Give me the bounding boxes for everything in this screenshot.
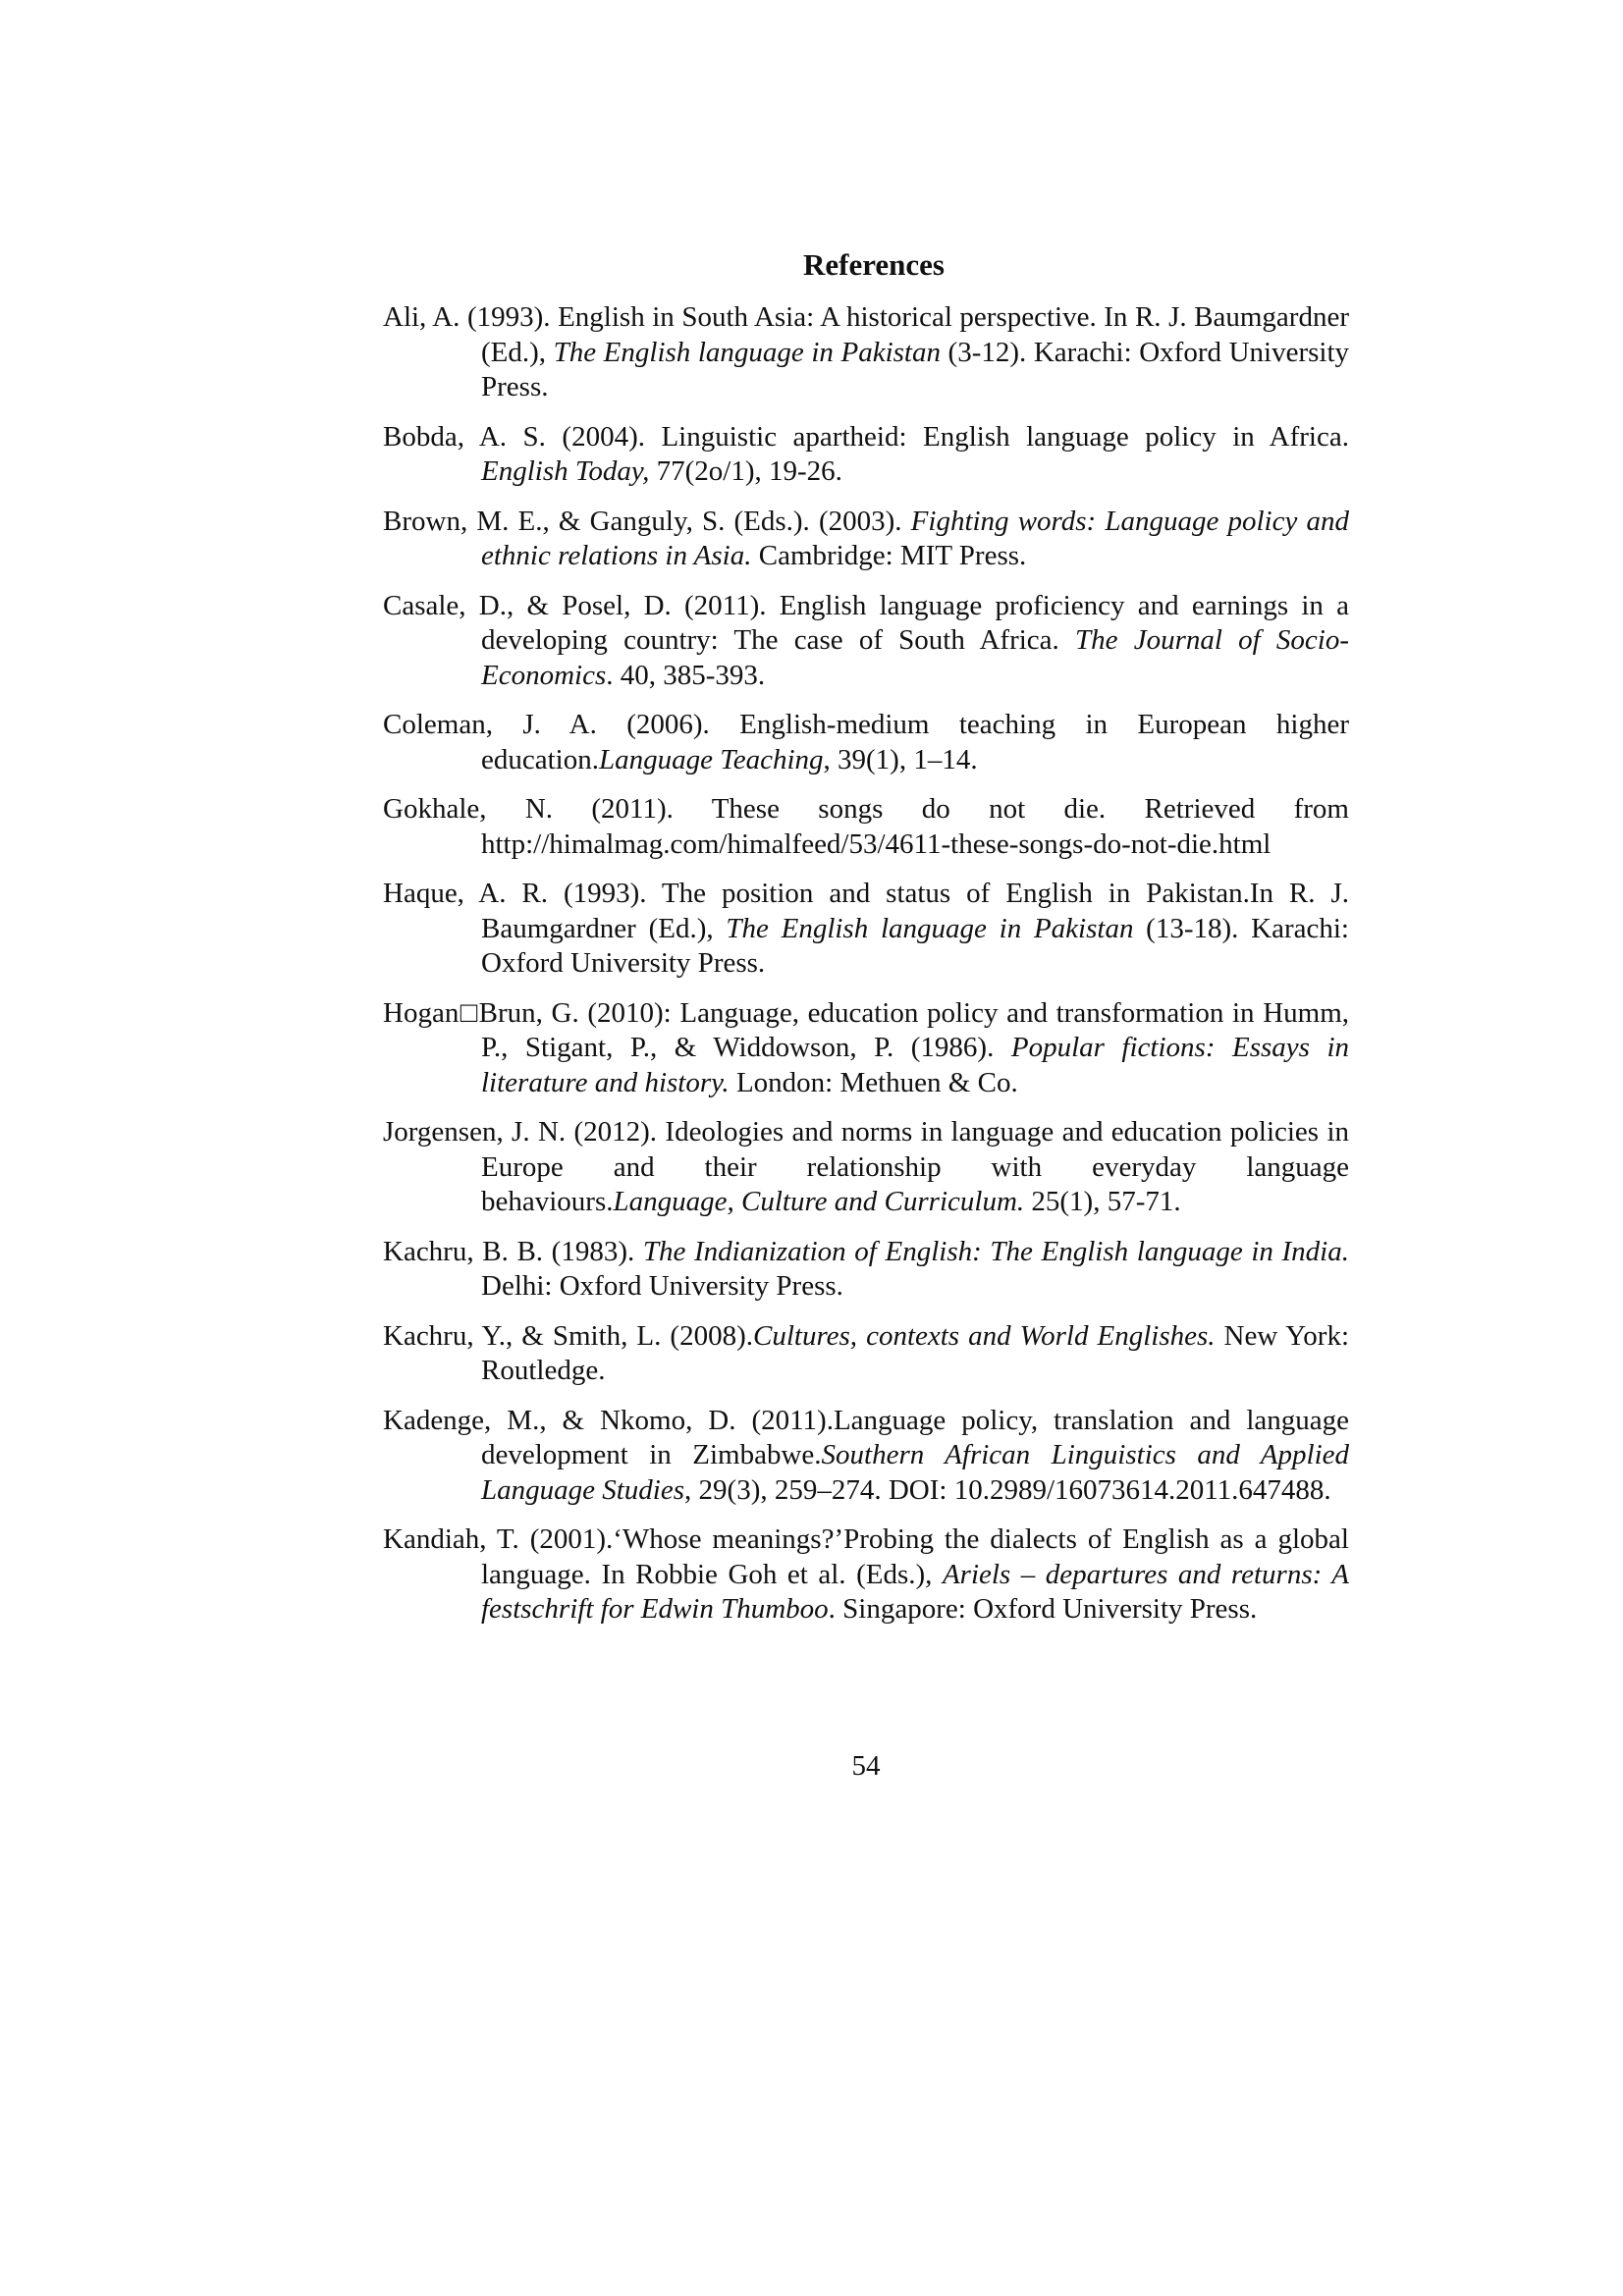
reference-text: , 29(3), 259–274. DOI: 10.2989/16073614.2011.647488. (684, 1473, 1331, 1506)
reference-text: Casale, D., & Posel, D. (2011). English language proficiency and earnings in a developing country: The case of South Africa. (383, 589, 1349, 656)
reference-title: Southern African Linguistics and Applied Language Studies (481, 1439, 1350, 1506)
reference-entry (383, 1404, 1349, 1509)
reference-text: Cambridge: MIT Press. (751, 540, 1027, 571)
reference-text: Haque, A. R. (1993). The position and status of English in Pakistan.In R. J. Baumgardner (Ed.), (383, 878, 1349, 944)
references-heading: References (802, 247, 945, 282)
reference-entry (383, 708, 1349, 777)
reference-text: Kachru, Y., & Smith, L. (2008). (383, 1319, 753, 1352)
reference-title: Ariels – departures and returns: A festschrift for Edwin Thumboo (481, 1558, 1349, 1625)
reference-text: . Singapore: Oxford University Press. (828, 1593, 1258, 1625)
reference-text: Coleman, J. A. (2006). English-medium teaching in European higher education. (383, 709, 1349, 775)
reference-text: . 40, 385-393. (606, 659, 766, 691)
reference-text: New York: Routledge. (481, 1319, 1350, 1386)
reference-title: English Today, (481, 455, 650, 487)
reference-text: Gokhale, N. (2011). These songs do not die. Retrieved from http://himalmag.com/himalfeed/53/4611-these-songs-do-not-die.html (383, 793, 1349, 860)
reference-text: Kandiah, T. (2001).‘Whose meanings?’Probing the dialects of English as a global language. In Robbie Goh et al. (Eds.), (383, 1523, 1349, 1590)
reference-list (383, 300, 1349, 1642)
reference-title: Cultures, contexts and World Englishes. (752, 1319, 1216, 1352)
reference-title: The English language in Pakistan (553, 336, 941, 368)
reference-entry (383, 1115, 1349, 1220)
reference-entry (383, 792, 1349, 862)
reference-text: Brown, M. E., & Ganguly, S. (Eds.). (2003). (383, 505, 911, 537)
reference-title: Language, Culture and Curriculum. (613, 1186, 1025, 1217)
page-number: 54 (851, 1750, 881, 1782)
reference-entry (383, 589, 1349, 694)
reference-text: Kadenge, M., & Nkomo, D. (2011).Language policy, translation and language development in Zimbabwe. (383, 1404, 1349, 1470)
reference-text: Ali, A. (1993). English in South Asia: A historical perspective. In R. J. Baumgardner (Ed.), (383, 301, 1349, 368)
reference-text: , 39(1), 1–14. (823, 743, 978, 775)
reference-entry (383, 877, 1349, 982)
reference-text: 25(1), 57-71. (1024, 1186, 1181, 1217)
reference-title: The English language in Pakistan (726, 912, 1134, 944)
reference-text: Hogan□Brun, G. (2010): Language, education policy and transformation in Humm, P., Stigant, P., & Widdowson, P. (1986). (383, 996, 1349, 1063)
reference-entry (383, 505, 1349, 574)
reference-text: Bobda, A. S. (2004). Linguistic apartheid: English language policy in Africa. (383, 420, 1349, 453)
reference-text: (13-18). Karachi: Oxford University Press. (481, 912, 1349, 979)
reference-entry (383, 420, 1349, 490)
reference-text: (3-12). Karachi: Oxford University Press. (481, 336, 1349, 402)
reference-text: 77(2o/1), 19-26. (649, 455, 842, 487)
reference-title: Language Teaching (598, 743, 824, 775)
reference-entry (383, 300, 1349, 405)
reference-title: Fighting words: Language policy and ethnic relations in Asia. (481, 505, 1349, 571)
reference-entry (383, 996, 1349, 1101)
reference-text: Delhi: Oxford University Press. (481, 1270, 843, 1302)
reference-title: The Journal of Socio-Economics (481, 624, 1350, 691)
reference-entry (383, 1319, 1349, 1389)
reference-title: The Indianization of English: The English language in India. (642, 1235, 1349, 1267)
reference-text: London: Methuen & Co. (729, 1066, 1018, 1098)
reference-text: Kachru, B. B. (1983). (383, 1235, 643, 1267)
reference-entry (383, 1522, 1349, 1628)
reference-entry (383, 1235, 1349, 1305)
reference-text: Jorgensen, J. N. (2012). Ideologies and norms in language and education policies in Europe and their relationship with everyday language behaviours. (383, 1116, 1349, 1217)
reference-title: Popular fictions: Essays in literature and history. (481, 1032, 1349, 1098)
